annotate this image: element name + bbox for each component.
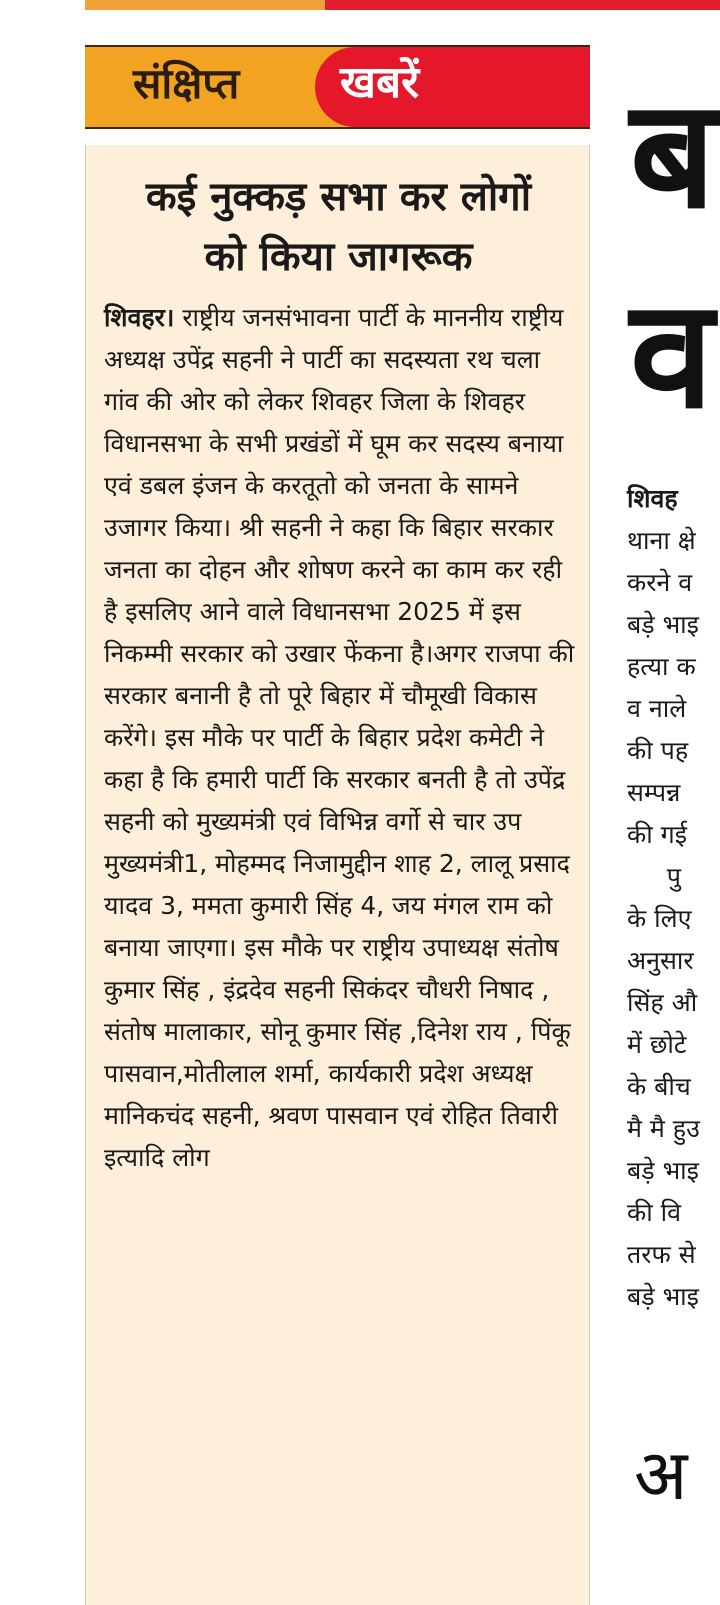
adjacent-text: थाना क्षे करने व बड़े भाइ हत्या क व नाले की पह सम्पन्न की गई पु के लिए अनुसार सिंह औ में छोटे के बीच मै मै हुउ बड़े भाइ की वि तरफ से बड़े भाइ — [627, 526, 700, 1311]
adjacent-headline-2: व — [630, 268, 714, 442]
news-brief-column — [85, 45, 590, 1605]
story-dateline: शिवहर। — [104, 303, 175, 332]
news-story — [85, 145, 590, 1605]
adjacent-body — [627, 478, 720, 1318]
strip-orange — [85, 0, 325, 10]
story-body — [104, 297, 578, 1179]
story-headline — [86, 167, 591, 287]
headline-line-2: को किया जागरूक — [204, 234, 473, 280]
banner-label-brief: संक्षिप्त — [133, 59, 240, 108]
story-text: राष्ट्रीय जनसंभावना पार्टी के माननीय राष्ट्रीय अध्यक्ष उपेंद्र सहनी ने पार्टी का सदस्यता रथ चला गांव की ओर को लेकर शिवहर जिला के शिवहर विधानसभा के सभी प्रखंडों में घूम कर सदस्य बनाया एवं डबल इंजन के करतूतो को जनता के सामने उजागर किया। श्री सहनी ने कहा कि बिहार सरकार जनता का दोहन और शोषण करने का काम कर रही है इसलिए आने वाले विधानसभा 2025 में इस निकम्मी सरकार को उखार फेंकना है।अगर राजपा की सरकार बनानी है तो पूरे बिहार में चौमूखी विकास करेंगे। इस मौके पर पार्टी के बिहार प्रदेश कमेटी ने कहा है कि हमारी पार्टी कि सरकार बनती है तो उपेंद्र सहनी को मुख्यमंत्री एवं विभिन्न वर्गो से चार उप मुख्यमंत्री1, मोहम्मद निजामुद्दीन शाह 2, लालू प्रसाद यादव 3, ममता कुमारी सिंह 4, जय मंगल राम को बनाया जाएगा। इस मौके पर राष्ट्रीय उपाध्यक्ष संतोष कुमार सिंह , इंद्रदेव सहनी सिकंदर चौधरी निषाद , संतोष मालाकार, सोनू कुमार सिंह ,दिनेश राय , पिंकू पासवान,मोतीलाल शर्मा, कार्यकारी प्रदेश अध्यक्ष मानिकचंद सहनी, श्रवण पासवान एवं रोहित तिवारी इत्यादि लोग — [104, 303, 575, 1172]
adjacent-subhead: अ — [634, 1434, 688, 1516]
adjacent-story-clip — [612, 0, 720, 1600]
section-banner — [85, 45, 590, 129]
headline-line-1: कई नुक्कड़ सभा कर लोगों — [145, 174, 532, 220]
adjacent-headline-1: ब — [630, 68, 716, 242]
adjacent-dateline: शिवह — [627, 484, 678, 513]
adjacent-story — [612, 0, 720, 1600]
banner-label-news: खबरें — [340, 57, 420, 108]
